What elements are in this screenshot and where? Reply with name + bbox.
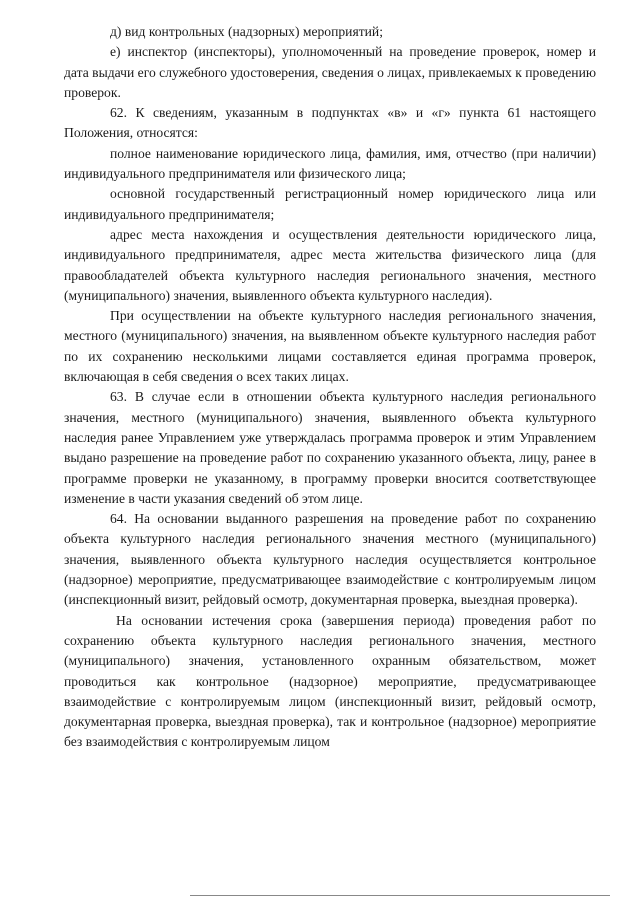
paragraph-address: адрес места нахождения и осуществления деятельности юридического лица, индивидуального предпринимателя, адрес места жительства физического лица (для правообладателей объекта культурного наследия регионального значения, местного (муниципального) значения, выявленного объекта культурного наследия). (64, 226, 596, 303)
paragraph-expiry: На основании истечения срока (завершения периода) проведения работ по сохранению объекта культурного наследия регионального значения, местного (муниципального) значения, установленного охранным обязательством, может проводиться как контрольное (надзорное) мероприятие, предусматривающее взаимодействие с контролируемым лицом (инспекционный визит, рейдовый осмотр, документарная проверка, выездная проверка), так и контрольное (надзорное) мероприятие без взаимодействия с контролируемым лицом (64, 612, 596, 750)
paragraph-63: 63. В случае если в отношении объекта культурного наследия регионального значения, местного (муниципального) значения, выявленного объекта культурного наследия ранее Управлением уже утверждалась программа проверок и этим Управлением выдано разрешение на проведение работ по сохранению указанного объекта, лицу, ранее в программе проверки не указанному, в программу проверки вносится соответствующее изменение в части указания сведений об этом лице. (64, 389, 596, 506)
paragraph-registration-number: основной государственный регистрационный номер юридического лица или индивидуального предпринимателя; (64, 186, 596, 222)
paragraph-item-e: е) инспектор (инспекторы), уполномоченный на проведение проверок, номер и дата выдачи его служебного удостоверения, сведения о лицах, привлекаемых к проведению проверок. (64, 44, 596, 100)
paragraph-64: 64. На основании выданного разрешения на проведение работ по сохранению объекта культурного наследия регионального значения местного (муниципального) значения, выявленного объекта культурного наследия осуществляется контрольное (надзорное) мероприятие, предусматривающее взаимодействие с контролируемым лицом (инспекционный визит, рейдовый осмотр, документарная проверка, выездная проверка). (64, 511, 596, 608)
paragraph-full-name: полное наименование юридического лица, фамилия, имя, отчество (при наличии) индивидуального предпринимателя или физического лица; (64, 145, 596, 182)
paragraph-62: 62. К сведениям, указанным в подпунктах «в» и «г» пункта 61 настоящего Положения, относятся: (64, 105, 596, 141)
paragraph-single-program: При осуществлении на объекте культурного наследия регионального значения, местного (муниципального) значения, на выявленном объекте культурного наследия работ по их сохранению несколькими лицами составляется единая программа проверок, включающая в себя сведения о всех таких лицах. (64, 308, 596, 385)
paragraph-item-d: д) вид контрольных (надзорных) мероприятий; (110, 24, 383, 39)
footer-divider (190, 895, 610, 896)
